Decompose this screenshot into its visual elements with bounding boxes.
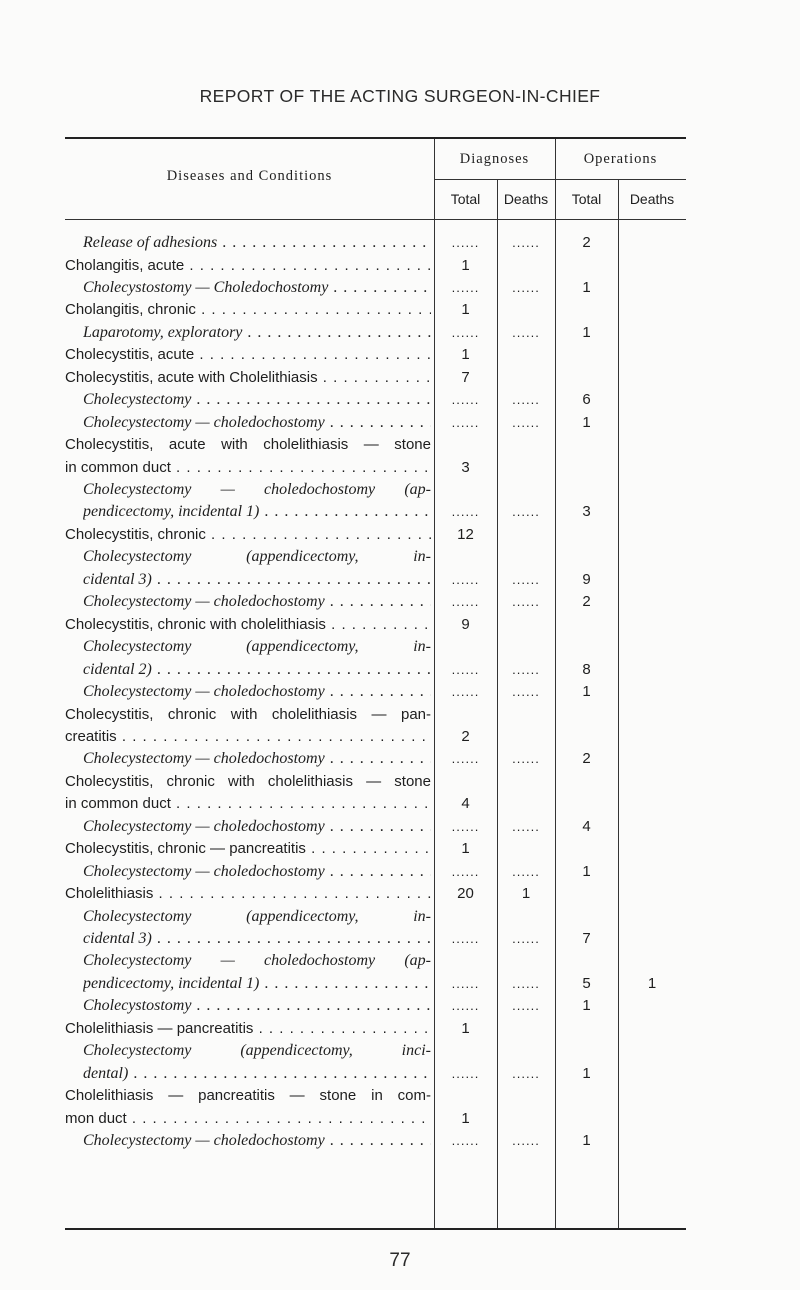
operations-deaths-cell [618, 995, 686, 1017]
row-label: Cholecystitis, chronic . . . [65, 524, 431, 546]
operations-total-cell: 5 [582, 974, 591, 992]
diagnoses-deaths-cell: ...... [512, 863, 540, 879]
operations-deaths-cell [618, 883, 686, 905]
diagnoses-deaths-cell [497, 457, 555, 479]
diagnoses-deaths-cell [497, 1040, 555, 1062]
diagnoses-deaths-cell [497, 255, 555, 277]
table-row [65, 883, 686, 905]
operations-total-cell [555, 950, 618, 972]
diagnoses-total-cell: 12 [457, 525, 474, 543]
operations-total-cell [555, 255, 618, 277]
operations-deaths-cell [618, 1108, 686, 1130]
diagnoses-deaths-cell [497, 1108, 555, 1130]
row-label: mon duct . . . [65, 1108, 431, 1130]
diagnoses-total-cell: 1 [461, 346, 470, 364]
operations-deaths-cell [618, 816, 686, 838]
table-row [65, 1018, 686, 1040]
table-row [65, 748, 686, 770]
diagnoses-total-cell: 9 [461, 615, 470, 633]
table-row [65, 861, 686, 883]
diagnoses-deaths-cell [497, 479, 555, 501]
table-row [65, 771, 686, 793]
row-label: cidental 2) . . . [83, 659, 431, 681]
diagnoses-total-cell [434, 479, 497, 501]
diagnoses-deaths-cell: ...... [512, 661, 540, 677]
operations-deaths-cell [618, 546, 686, 568]
operations-total-cell [555, 434, 618, 456]
diagnoses-deaths-cell: ...... [512, 1065, 540, 1081]
diagnoses-deaths-cell [497, 1085, 555, 1107]
diagnoses-total-cell: ...... [451, 414, 480, 430]
diagnoses-total-cell: ...... [451, 1133, 480, 1148]
table-row [65, 614, 686, 636]
operations-total-cell [555, 771, 618, 793]
diagnoses-total-cell [434, 546, 497, 568]
operations-total-cell: 2 [582, 750, 591, 768]
diagnoses-deaths-cell [497, 906, 555, 928]
diagnoses-total-cell: 2 [461, 727, 470, 745]
row-label: Cholecystectomy — choledochostomy . . . [83, 412, 431, 434]
diagnoses-deaths-cell: ...... [512, 998, 540, 1014]
row-label: Cholecystectomy (appendicectomy, in- [83, 548, 431, 566]
table-row [65, 1040, 686, 1062]
operations-total-cell: 1 [582, 1064, 591, 1082]
diagnoses-deaths-cell [497, 1018, 555, 1040]
table-row [65, 457, 686, 479]
operations-total-cell: 1 [582, 683, 591, 700]
table-row [65, 479, 686, 501]
table-row [65, 232, 686, 254]
operations-deaths-cell [618, 861, 686, 883]
row-label: dental) . . . [83, 1063, 431, 1085]
operations-total-cell [555, 726, 618, 748]
table-row [65, 816, 686, 838]
operations-deaths-cell [618, 277, 686, 299]
diagnoses-total-cell [434, 636, 497, 658]
diagnoses-total-cell: ...... [451, 594, 480, 610]
header-rule [555, 179, 686, 180]
diagnoses-deaths-cell [497, 704, 555, 726]
table-row [65, 995, 686, 1017]
row-label: Cholecystectomy . . . [83, 389, 431, 411]
operations-deaths-cell [618, 501, 686, 523]
diagnoses-total-cell: ...... [451, 818, 480, 834]
operations-total-cell: 3 [582, 503, 591, 521]
operations-deaths-cell [618, 367, 686, 389]
row-label: Cholecystitis, acute . . . [65, 344, 431, 366]
diagnoses-deaths-cell [497, 838, 555, 860]
diagnoses-total-cell: ...... [451, 975, 480, 991]
row-label: Cholelithiasis . . . [65, 883, 431, 905]
diagnoses-deaths-cell: ...... [512, 930, 540, 946]
row-label: Cholecystectomy — choledochostomy . . . [83, 591, 431, 613]
diagnoses-total-cell: 1 [461, 256, 470, 274]
operations-deaths-cell [618, 389, 686, 411]
operations-total-cell [555, 883, 618, 905]
operations-total-cell: 9 [582, 570, 591, 588]
operations-deaths-cell [618, 614, 686, 636]
diagnoses-deaths-cell: ...... [512, 975, 540, 991]
row-label: Cholecystectomy — choledochostomy . . . [83, 681, 431, 703]
header-rule [65, 219, 686, 220]
row-label: Release of adhesions . . . [83, 232, 431, 254]
operations-deaths-cell [618, 659, 686, 681]
diagnoses-deaths-cell [497, 726, 555, 748]
table-row [65, 1063, 686, 1085]
row-label: creatitis . . . [65, 726, 431, 748]
diagnoses-total-cell: ...... [451, 930, 480, 946]
diagnoses-deaths-cell [497, 524, 555, 546]
diagnoses-total-cell: ...... [451, 751, 480, 767]
row-label: Laparotomy, exploratory . . . [83, 322, 431, 344]
operations-total-cell [555, 1108, 618, 1130]
diagnoses-deaths-cell: ...... [512, 571, 540, 587]
row-label: Cholecystitis, chronic with cholelithiasis — stone [65, 772, 431, 790]
diagnoses-total-cell: 7 [461, 368, 470, 386]
diagnoses-total-cell [434, 906, 497, 928]
operations-total-cell [555, 457, 618, 479]
operations-deaths-cell [618, 524, 686, 546]
operations-total-cell [555, 636, 618, 658]
row-label: Cholecystectomy — choledochostomy . . . [83, 1130, 431, 1152]
operations-deaths-cell [618, 569, 686, 591]
surgery-table [65, 137, 686, 1230]
table-row [65, 501, 686, 523]
diagnoses-total-cell: 1 [461, 840, 470, 858]
table-row [65, 434, 686, 456]
row-label: pendicectomy, incidental 1) . . . [83, 501, 431, 523]
row-label: Cholecystectomy — choledochostomy . . . [83, 861, 431, 883]
operations-total-cell: 7 [582, 929, 591, 947]
diagnoses-deaths-cell: ...... [512, 279, 540, 295]
table-row [65, 793, 686, 815]
table-row [65, 344, 686, 366]
table-row [65, 636, 686, 658]
operations-deaths-cell [618, 838, 686, 860]
header-operations-deaths: Deaths [629, 191, 675, 207]
table-row [65, 412, 686, 434]
operations-total-cell: 1 [582, 323, 591, 341]
table-row [65, 704, 686, 726]
operations-total-cell [555, 1085, 618, 1107]
diagnoses-total-cell: ...... [451, 571, 480, 587]
diagnoses-total-cell: ...... [451, 504, 480, 520]
operations-total-cell [555, 793, 618, 815]
operations-total-cell: 1 [582, 1132, 591, 1149]
operations-deaths-cell [618, 457, 686, 479]
operations-total-cell: 1 [582, 862, 591, 880]
row-label: cidental 3) . . . [83, 569, 431, 591]
operations-deaths-cell [618, 255, 686, 277]
operations-deaths-cell [618, 771, 686, 793]
operations-deaths-cell [618, 906, 686, 928]
operations-deaths-cell [618, 748, 686, 770]
diagnoses-total-cell: 1 [461, 1019, 470, 1037]
row-label: Cholangitis, acute . . . [65, 255, 431, 277]
operations-total-cell: 1 [582, 997, 591, 1015]
row-label: Cholelithiasis — pancreatitis . . . [65, 1018, 431, 1040]
operations-total-cell [555, 479, 618, 501]
table-row [65, 659, 686, 681]
operations-deaths-cell [618, 434, 686, 456]
operations-deaths-cell [618, 1040, 686, 1062]
operations-deaths-cell [618, 1063, 686, 1085]
table-row [65, 838, 686, 860]
diagnoses-deaths-cell [497, 546, 555, 568]
operations-total-cell [555, 1018, 618, 1040]
diagnoses-deaths-cell: ...... [512, 818, 540, 834]
row-label: pendicectomy, incidental 1) . . . [83, 973, 431, 995]
operations-total-cell: 2 [582, 593, 591, 611]
diagnoses-deaths-cell: ...... [512, 324, 540, 340]
header-operations: Operations [583, 151, 658, 167]
diagnoses-total-cell: ...... [451, 863, 480, 879]
table-row [65, 546, 686, 568]
operations-deaths-cell [618, 1130, 686, 1152]
operations-deaths-cell [618, 636, 686, 658]
operations-deaths-cell [618, 793, 686, 815]
row-label: Cholangitis, chronic . . . [65, 299, 431, 321]
operations-deaths-cell [618, 1085, 686, 1107]
operations-deaths-cell [618, 412, 686, 434]
operations-deaths-cell [618, 591, 686, 613]
row-label: Cholecystitis, chronic with cholelithiasis — pan- [65, 705, 431, 723]
operations-total-cell: 1 [582, 413, 591, 431]
operations-total-cell [555, 299, 618, 321]
diagnoses-total-cell [434, 1040, 497, 1062]
row-label: Cholecystectomy — choledochostomy (ap- [83, 480, 431, 498]
table-row [65, 524, 686, 546]
row-label: Cholecystitis, chronic with cholelithiasis . . . [65, 614, 431, 636]
operations-total-cell [555, 838, 618, 860]
operations-deaths-cell [618, 704, 686, 726]
diagnoses-total-cell: ...... [451, 661, 480, 677]
diagnoses-total-cell: ...... [451, 684, 480, 699]
header-diagnoses-deaths: Deaths [503, 191, 549, 207]
diagnoses-deaths-cell [497, 299, 555, 321]
header-diagnoses: Diagnoses [459, 151, 530, 167]
diagnoses-total-cell [434, 771, 497, 793]
diagnoses-deaths-cell: ...... [512, 594, 540, 610]
operations-total-cell [555, 344, 618, 366]
table-row [65, 569, 686, 591]
diagnoses-deaths-cell: ...... [512, 414, 540, 430]
header-diagnoses-total: Total [450, 191, 481, 207]
running-head: REPORT OF THE ACTING SURGEON-IN-CHIEF [199, 86, 601, 106]
table-row [65, 591, 686, 613]
row-label: Cholecystitis, acute with Cholelithiasis . . . [65, 367, 431, 389]
table-row [65, 389, 686, 411]
row-label: Cholecystectomy (appendicectomy, in- [83, 907, 431, 925]
diagnoses-total-cell [434, 1085, 497, 1107]
operations-total-cell: 1 [582, 278, 591, 296]
header-diseases: Diseases and Conditions [166, 168, 333, 184]
diagnoses-deaths-cell [497, 344, 555, 366]
diagnoses-deaths-cell [497, 636, 555, 658]
table-row [65, 681, 686, 703]
diagnoses-total-cell [434, 950, 497, 972]
operations-total-cell [555, 614, 618, 636]
diagnoses-deaths-cell: 1 [521, 885, 531, 902]
table-row [65, 1085, 686, 1107]
row-label: Cholecystostomy — Choledochostomy . . . [83, 277, 431, 299]
diagnoses-total-cell [434, 434, 497, 456]
table-row [65, 973, 686, 995]
diagnoses-total-cell: ...... [451, 324, 480, 340]
diagnoses-deaths-cell [497, 614, 555, 636]
diagnoses-deaths-cell [497, 771, 555, 793]
operations-deaths-cell [618, 726, 686, 748]
operations-total-cell [555, 524, 618, 546]
operations-total-cell: 6 [582, 391, 591, 409]
diagnoses-total-cell: 1 [461, 301, 470, 319]
row-label: Cholecystectomy — choledochostomy . . . [83, 816, 431, 838]
table-row [65, 950, 686, 972]
diagnoses-deaths-cell: ...... [512, 684, 540, 699]
diagnoses-deaths-cell: ...... [512, 1133, 540, 1148]
diagnoses-deaths-cell: ...... [512, 235, 540, 250]
operations-total-cell [555, 367, 618, 389]
operations-total-cell [555, 546, 618, 568]
row-label: Cholecystostomy . . . [83, 995, 431, 1017]
diagnoses-total-cell: ...... [451, 235, 480, 250]
diagnoses-total-cell: ...... [451, 392, 480, 408]
row-label: Cholecystectomy — choledochostomy . . . [83, 748, 431, 770]
operations-deaths-cell [618, 232, 686, 254]
row-label: in common duct . . . [65, 793, 431, 815]
row-label: Cholecystectomy — choledochostomy (ap- [83, 952, 431, 970]
header-operations-total: Total [571, 191, 602, 207]
diagnoses-total-cell: 3 [461, 458, 470, 476]
row-label: Cholelithiasis — pancreatitis — stone in com- [65, 1087, 431, 1105]
diagnoses-deaths-cell: ...... [512, 504, 540, 520]
row-label: Cholecystectomy (appendicectomy, inci- [83, 1042, 431, 1060]
table-row [65, 1108, 686, 1130]
table-row [65, 1130, 686, 1152]
diagnoses-deaths-cell: ...... [512, 751, 540, 767]
operations-deaths-cell [618, 681, 686, 703]
table-row [65, 322, 686, 344]
table-row [65, 255, 686, 277]
diagnoses-deaths-cell: ...... [512, 392, 540, 408]
diagnoses-deaths-cell [497, 793, 555, 815]
diagnoses-total-cell: 1 [461, 1109, 470, 1127]
diagnoses-total-cell [434, 704, 497, 726]
diagnoses-total-cell: 4 [461, 795, 470, 813]
row-label: Cholecystitis, acute with cholelithiasis — stone [65, 436, 431, 453]
table-row [65, 277, 686, 299]
diagnoses-deaths-cell [497, 367, 555, 389]
operations-deaths-cell [618, 928, 686, 950]
operations-deaths-cell: 1 [647, 974, 657, 992]
table-row [65, 367, 686, 389]
operations-total-cell: 2 [582, 234, 591, 251]
diagnoses-total-cell: 20 [457, 885, 474, 902]
operations-total-cell [555, 1040, 618, 1062]
row-label: Cholecystitis, chronic — pancreatitis . . . [65, 838, 431, 860]
operations-deaths-cell [618, 479, 686, 501]
table-row [65, 726, 686, 748]
row-label: in common duct . . . [65, 457, 431, 479]
header-rule [434, 179, 555, 180]
operations-deaths-cell [618, 1018, 686, 1040]
row-label: cidental 3) . . . [83, 928, 431, 950]
operations-deaths-cell [618, 322, 686, 344]
table-row [65, 906, 686, 928]
operations-deaths-cell [618, 299, 686, 321]
table-row [65, 299, 686, 321]
table-row [65, 928, 686, 950]
diagnoses-total-cell: ...... [451, 998, 480, 1014]
page-number: 77 [389, 1250, 411, 1271]
operations-total-cell [555, 704, 618, 726]
operations-deaths-cell [618, 344, 686, 366]
row-label: Cholecystectomy (appendicectomy, in- [83, 638, 431, 656]
operations-deaths-cell [618, 950, 686, 972]
diagnoses-deaths-cell [497, 950, 555, 972]
diagnoses-deaths-cell [497, 434, 555, 456]
operations-total-cell: 8 [582, 660, 591, 678]
operations-total-cell [555, 906, 618, 928]
diagnoses-total-cell: ...... [451, 279, 480, 295]
diagnoses-total-cell: ...... [451, 1065, 480, 1081]
operations-total-cell: 4 [582, 817, 591, 835]
